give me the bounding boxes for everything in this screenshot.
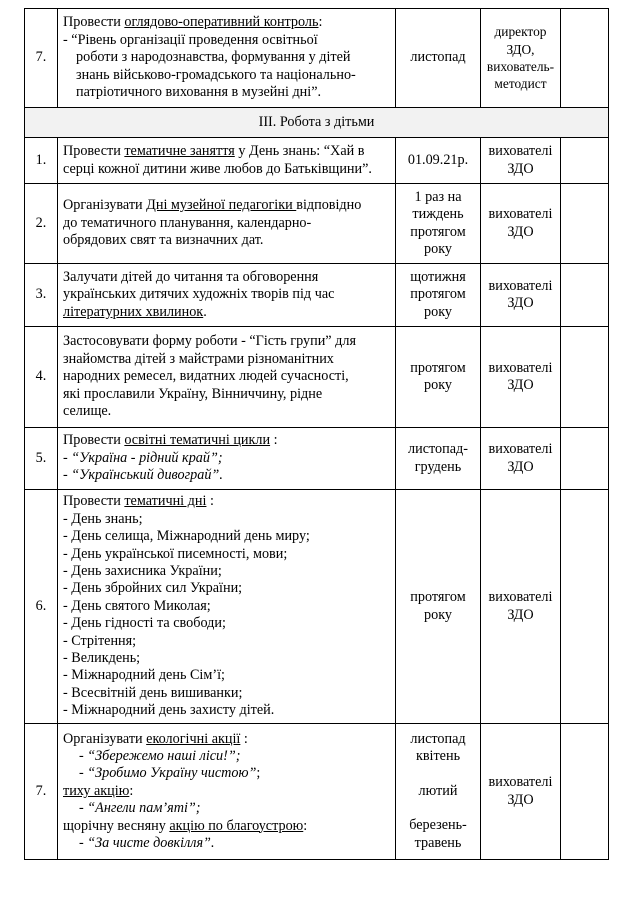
activity-line: - “Україна - рідний край”; bbox=[63, 449, 223, 466]
term-cell bbox=[396, 724, 481, 860]
responsible-cell bbox=[481, 9, 561, 108]
term-line: березень- bbox=[409, 817, 467, 834]
term-line: протягом bbox=[410, 359, 466, 376]
activity-text: відповідно bbox=[296, 197, 362, 214]
note-cell bbox=[561, 490, 609, 724]
activity-text: Організувати bbox=[63, 730, 147, 747]
activity-line: - “Рівень організації проведення освітньої bbox=[63, 31, 318, 48]
term-line: року bbox=[424, 240, 452, 257]
activity-cell bbox=[58, 490, 396, 724]
responsible-line: ЗДО bbox=[507, 223, 534, 240]
note-cell bbox=[561, 724, 609, 860]
responsible-cell bbox=[481, 184, 561, 264]
activity-underlined: освітні тематичні цикли bbox=[124, 432, 271, 449]
responsible-line: вихователі bbox=[488, 441, 553, 458]
responsible-cell bbox=[481, 428, 561, 490]
note-cell bbox=[561, 327, 609, 428]
responsible-line: вихователі bbox=[488, 277, 553, 294]
activity-underlined: літературних хвилинок bbox=[63, 303, 204, 320]
responsible-line: ЗДО, bbox=[506, 41, 535, 57]
term-cell bbox=[396, 490, 481, 724]
list-item: - День святого Миколая; bbox=[63, 597, 211, 614]
list-item: - День української писемності, мови; bbox=[63, 545, 288, 562]
activity-line: Залучати дітей до читання та обговорення bbox=[63, 268, 319, 285]
term-line: протягом bbox=[410, 589, 466, 606]
responsible-line: директор bbox=[494, 24, 547, 40]
activity-line: обрядових свят та визначних дат. bbox=[63, 232, 264, 249]
activity-cell bbox=[58, 184, 396, 264]
term-line: 1 раз на bbox=[414, 188, 462, 205]
activity-text: Провести bbox=[63, 493, 125, 510]
activity-underlined: Дні музейної педагогіки bbox=[146, 197, 297, 214]
term-line: травень bbox=[414, 834, 462, 851]
list-item: - Стрітення; bbox=[63, 632, 137, 649]
activity-cell bbox=[58, 428, 396, 490]
activity-line: - “Український дивограй”. bbox=[63, 467, 223, 484]
activity-text: Організувати bbox=[63, 197, 147, 214]
list-item: - День селища, Міжнародний день миру; bbox=[63, 528, 310, 545]
responsible-line: ЗДО bbox=[507, 458, 534, 475]
responsible-line: вихователі bbox=[488, 774, 553, 791]
table-row bbox=[25, 327, 609, 428]
row-number: 7. bbox=[25, 724, 58, 860]
responsible-cell bbox=[481, 490, 561, 724]
list-item: - Міжнародний день захисту дітей. bbox=[63, 702, 275, 719]
responsible-line: вихователі bbox=[488, 589, 553, 606]
activity-line: знайомства дітей з майстрами різноманітних bbox=[63, 350, 334, 367]
term-line: протягом bbox=[410, 223, 466, 240]
note-cell bbox=[561, 184, 609, 264]
activity-text: Провести bbox=[63, 432, 125, 449]
term-line: листопад bbox=[410, 730, 466, 747]
term-line: року bbox=[424, 606, 452, 623]
row-number: 5. bbox=[25, 428, 58, 490]
row-number: 4. bbox=[25, 327, 58, 428]
table-row bbox=[25, 724, 609, 860]
term-cell bbox=[396, 327, 481, 428]
activity-underlined: акцію по благоустрою bbox=[169, 817, 304, 834]
term-line: грудень bbox=[414, 458, 462, 475]
activity-line: знань військово-громадського та національно- bbox=[76, 66, 356, 83]
activity-line: роботи з народознавства, формування у дітей bbox=[76, 49, 351, 66]
term-line: тиждень bbox=[412, 206, 464, 223]
activity-line: - “Зробимо Україну чистою” bbox=[79, 765, 257, 782]
activity-underlined: тематичні дні bbox=[124, 493, 207, 510]
responsible-line: вихователь- bbox=[486, 59, 555, 74]
activity-text: . bbox=[203, 303, 207, 320]
activity-underlined: екологічні акції bbox=[146, 730, 241, 747]
activity-underlined: тиху акцію bbox=[63, 782, 130, 799]
term-line: лютий bbox=[418, 782, 458, 799]
activity-text: ; bbox=[256, 765, 261, 782]
activity-cell bbox=[58, 327, 396, 428]
activity-line: народних ремесел, видатних людей сучасності, bbox=[63, 368, 349, 385]
activity-text: Провести bbox=[63, 143, 125, 160]
activity-line: селище. bbox=[63, 403, 112, 420]
term-cell bbox=[396, 184, 481, 264]
activity-line: Застосовувати форму роботи - “Гість групи” для bbox=[63, 333, 356, 350]
term-line: квітень bbox=[415, 748, 461, 765]
work-plan-table bbox=[24, 8, 609, 860]
responsible-cell bbox=[481, 264, 561, 327]
responsible-line: методист bbox=[494, 76, 547, 92]
table-row bbox=[25, 138, 609, 184]
list-item: - День збройних сил України; bbox=[63, 580, 243, 597]
term-gap bbox=[401, 766, 475, 783]
activity-text: : bbox=[129, 782, 134, 799]
section-title: ІІІ. Робота з дітьми bbox=[25, 108, 609, 138]
responsible-line: ЗДО bbox=[507, 377, 534, 393]
note-cell bbox=[561, 264, 609, 327]
list-item: - Всесвітній день вишиванки; bbox=[63, 684, 243, 701]
activity-cell bbox=[58, 264, 396, 327]
activity-text: : bbox=[303, 817, 308, 834]
activity-line: до тематичного планування, календарно- bbox=[63, 214, 312, 231]
activity-cell bbox=[58, 9, 396, 108]
table-row bbox=[25, 9, 609, 108]
table-row bbox=[25, 264, 609, 327]
activity-cell bbox=[58, 724, 396, 860]
activity-underlined: оглядово-оперативний контроль bbox=[124, 14, 319, 31]
activity-line: - “Ангели пам’яті”; bbox=[79, 800, 201, 817]
list-item: - День захисника України; bbox=[63, 562, 222, 579]
activity-cell bbox=[58, 138, 396, 184]
list-item: - Великдень; bbox=[63, 650, 141, 667]
term-cell: 01.09.21р. bbox=[396, 138, 481, 184]
activity-text: Провести bbox=[63, 14, 125, 31]
activity-line: серці кожної дитини живе любов до Батьківщини”. bbox=[63, 160, 372, 177]
list-item: - День гідності та свободи; bbox=[63, 615, 226, 632]
term-cell bbox=[396, 264, 481, 327]
activity-line: українських дитячих художніх творів під час bbox=[63, 286, 335, 303]
table-row bbox=[25, 184, 609, 264]
term-gap bbox=[401, 800, 475, 817]
note-cell bbox=[561, 428, 609, 490]
term-line: року bbox=[424, 377, 452, 393]
note-cell bbox=[561, 9, 609, 108]
responsible-line: ЗДО bbox=[507, 295, 534, 311]
list-item: - Міжнародний день Сім’ї; bbox=[63, 667, 225, 684]
row-number: 6. bbox=[25, 490, 58, 724]
responsible-line: вихователі bbox=[488, 143, 553, 160]
activity-text: : bbox=[240, 730, 248, 747]
list-item: - День знань; bbox=[63, 510, 143, 527]
activity-line: - “Збережемо наші ліси!”; bbox=[79, 747, 241, 764]
term-cell bbox=[396, 428, 481, 490]
activity-line: які прославили Україну, Вінниччину, рідне bbox=[63, 385, 323, 402]
note-cell bbox=[561, 138, 609, 184]
responsible-line: вихователі bbox=[488, 206, 553, 223]
responsible-line: ЗДО bbox=[507, 160, 534, 177]
responsible-line: ЗДО bbox=[507, 606, 534, 623]
activity-text: : bbox=[206, 493, 214, 510]
term-line: щотижня bbox=[410, 268, 466, 285]
responsible-line: вихователі bbox=[488, 359, 553, 376]
activity-text: щорічну весняну bbox=[63, 817, 170, 834]
activity-underlined: тематичне заняття bbox=[124, 143, 235, 160]
row-number: 1. bbox=[25, 138, 58, 184]
term-cell: листопад bbox=[396, 9, 481, 108]
activity-line: патріотичного виховання в музейні дні”. bbox=[76, 84, 322, 101]
responsible-cell bbox=[481, 724, 561, 860]
term-line: протягом bbox=[410, 286, 466, 303]
activity-line: - “За чисте довкілля”. bbox=[79, 835, 215, 852]
row-number: 2. bbox=[25, 184, 58, 264]
table-row bbox=[25, 490, 609, 724]
responsible-cell bbox=[481, 327, 561, 428]
section-row bbox=[25, 108, 609, 138]
activity-text: : bbox=[318, 14, 323, 31]
responsible-cell bbox=[481, 138, 561, 184]
row-number: 7. bbox=[25, 9, 58, 108]
table-row bbox=[25, 428, 609, 490]
row-number: 3. bbox=[25, 264, 58, 327]
responsible-line: ЗДО bbox=[507, 791, 534, 808]
term-line: року bbox=[424, 303, 452, 320]
term-line: листопад- bbox=[408, 441, 468, 458]
activity-text: : bbox=[270, 432, 278, 449]
activity-text: у День знань: “Хай в bbox=[234, 143, 365, 160]
